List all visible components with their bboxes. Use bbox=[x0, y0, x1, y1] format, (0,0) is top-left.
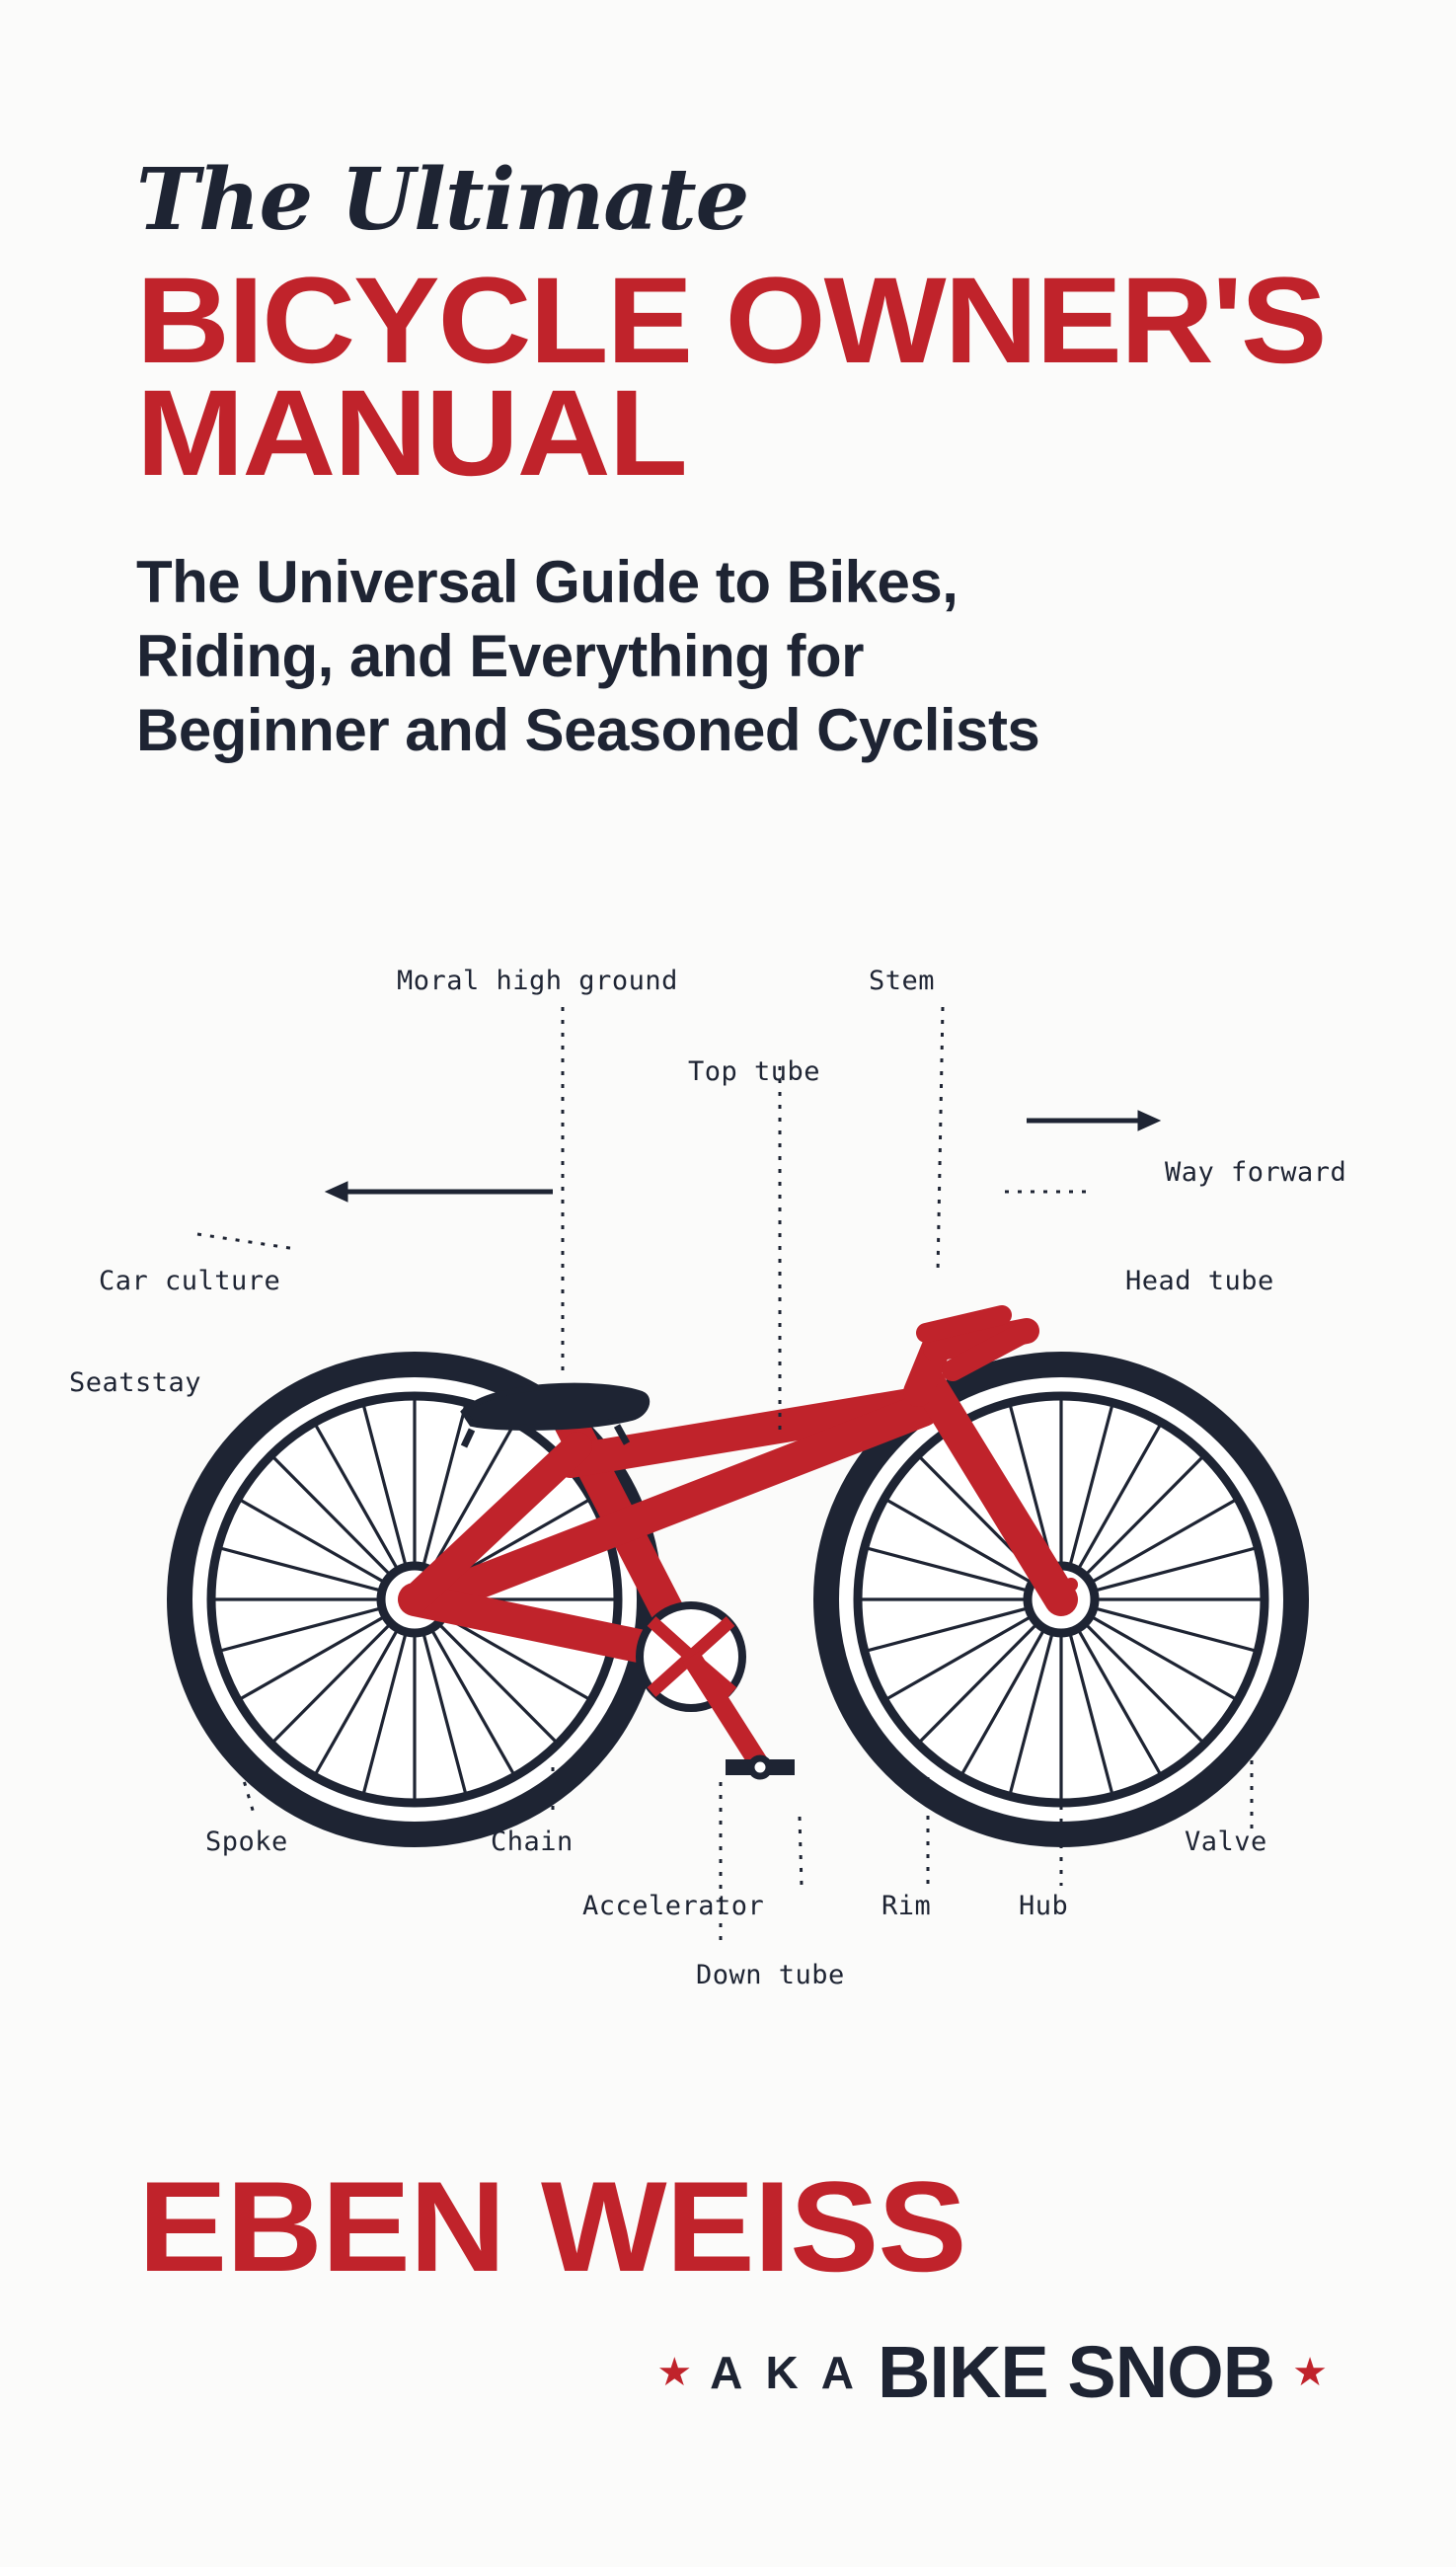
subtitle bbox=[136, 545, 1341, 767]
arrow-way-forward bbox=[1027, 1111, 1160, 1130]
title-script: The Ultimate bbox=[136, 150, 749, 250]
subtitle-line-2: Riding, and Everything for bbox=[136, 623, 865, 690]
label-down-tube: Down tube bbox=[696, 1960, 845, 1990]
bicycle-diagram bbox=[0, 948, 1456, 2123]
title-line-1: BICYCLE OWNER'S bbox=[136, 253, 1326, 389]
label-way-forward: Way forward bbox=[1165, 1157, 1347, 1188]
label-accelerator: Accelerator bbox=[582, 1891, 765, 1921]
pedal bbox=[726, 1758, 795, 1776]
title-line-2: MANUAL bbox=[136, 365, 686, 503]
label-stem: Stem bbox=[869, 966, 936, 996]
label-spoke: Spoke bbox=[205, 1827, 288, 1857]
label-top-tube: Top tube bbox=[688, 1056, 821, 1087]
author-alias-row bbox=[656, 2330, 1328, 2414]
star-right-icon: ★ bbox=[1292, 2350, 1328, 2394]
title-block bbox=[136, 150, 1341, 767]
label-rim: Rim bbox=[881, 1891, 932, 1921]
author-name: EBEN WEISS bbox=[138, 2154, 966, 2298]
label-seatstay: Seatstay bbox=[69, 1367, 202, 1398]
bicycle-illustration bbox=[0, 948, 1456, 2123]
label-valve: Valve bbox=[1185, 1827, 1267, 1857]
label-hub: Hub bbox=[1019, 1891, 1069, 1921]
label-chain: Chain bbox=[491, 1827, 574, 1857]
star-left-icon: ★ bbox=[656, 2350, 693, 2394]
aka-label: A K A bbox=[710, 2346, 860, 2398]
arrow-car-culture bbox=[326, 1182, 553, 1202]
label-head-tube: Head tube bbox=[1125, 1266, 1274, 1296]
label-car-culture: Car culture bbox=[99, 1266, 281, 1296]
subtitle-line-3: Beginner and Seasoned Cyclists bbox=[136, 697, 1040, 764]
subtitle-line-1: The Universal Guide to Bikes, bbox=[136, 549, 958, 616]
title-main bbox=[136, 253, 1413, 503]
alias-name: BIKE SNOB bbox=[877, 2331, 1275, 2413]
label-moral-high-ground: Moral high ground bbox=[397, 966, 678, 996]
